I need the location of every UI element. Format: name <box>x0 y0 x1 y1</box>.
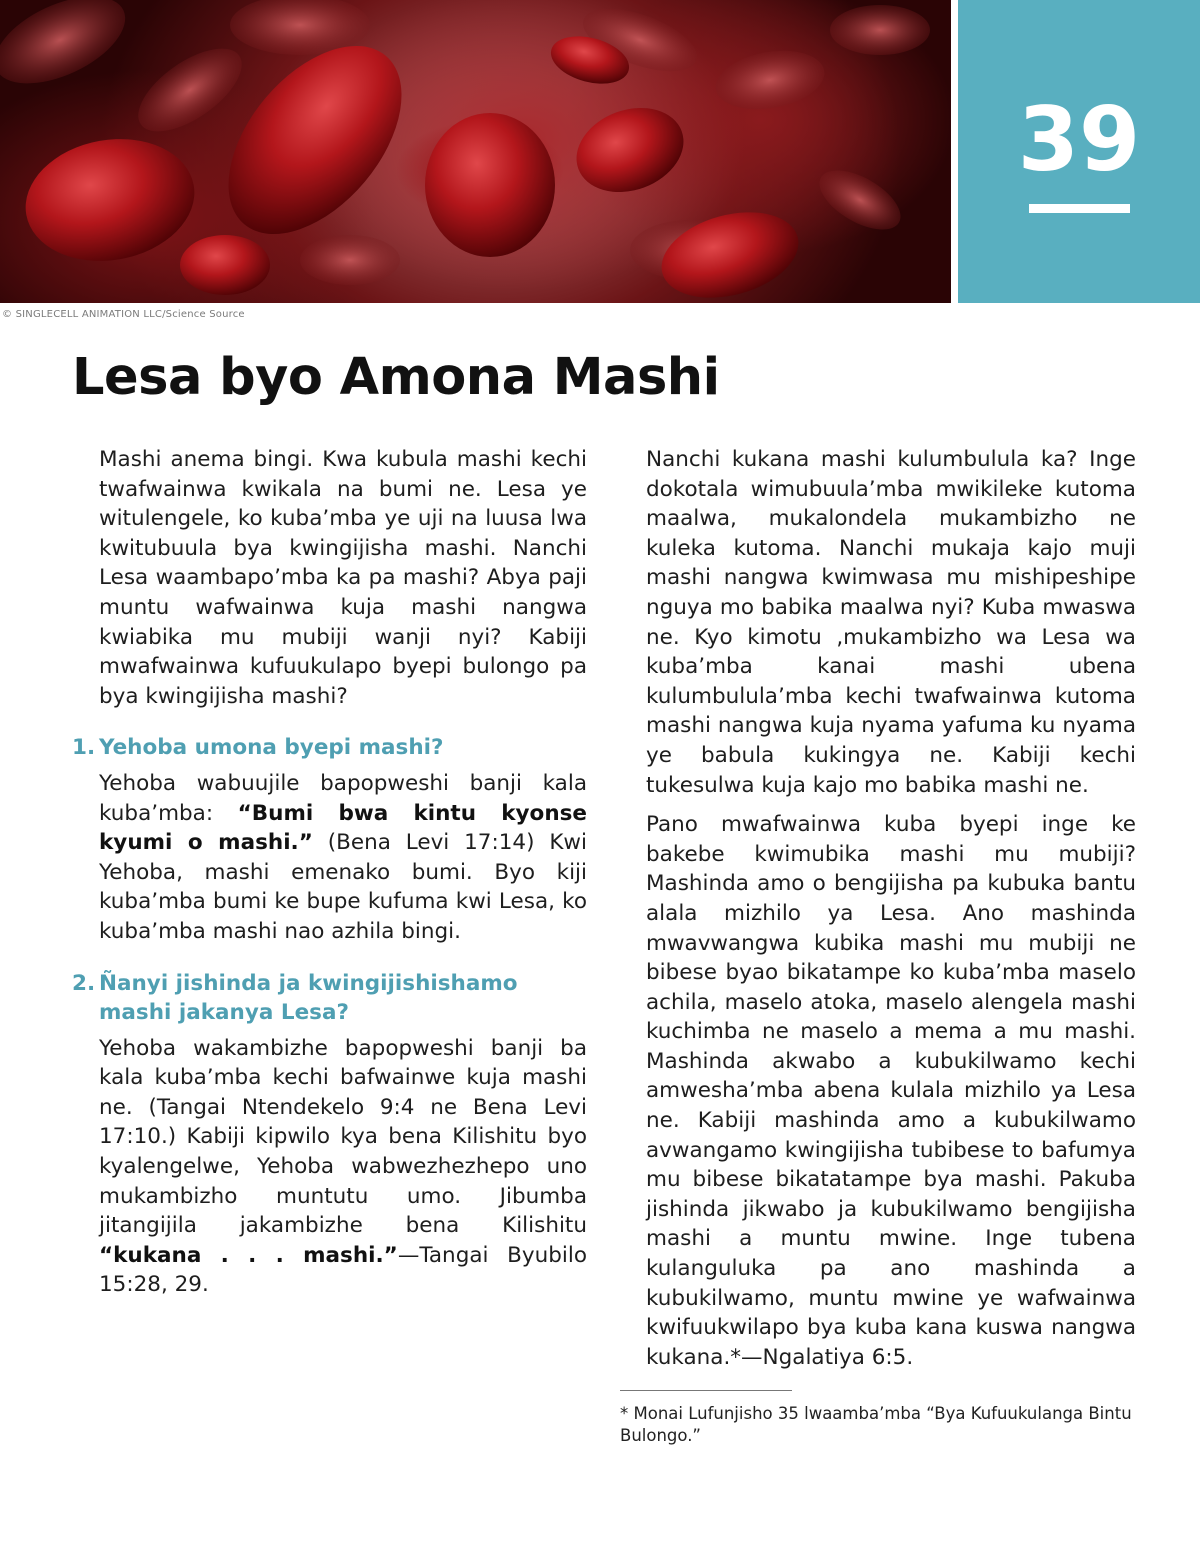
answer-2-text-b: —Tangai Byubilo 15:28, 29. <box>99 1242 587 1298</box>
question-1-text: Yehoba umona byepi mashi? <box>99 735 444 761</box>
intro-paragraph: Mashi anema bingi. Kwa kubula mashi kechi twafwainwa kwikala na bumi ne. Lesa ye witulengele, ko kuba’mba ye uji na luusa lwa kwitubuula bya kwingijisha mashi. Nanchi Lesa waambapo’mba ka pa mashi? Abya paji muntu wafwainwa kuja mashi nangwa kwiabika mu mubiji wanji nyi? Kabiji mwafwainwa kufuukulapo byepi bulongo pa bya kwingijisha mashi? <box>99 447 587 709</box>
lesson-number-underline <box>1029 204 1130 213</box>
right-paragraph-2: Pano mwafwainwa kuba byepi inge ke bakebe kwimubika mashi mu mubiji? Mashinda amo o bengijisha pa kubuka bantu alala mizhilo ya Lesa. Ano mashinda mwavwangwa kubika mashi mu mubiji ne bibese byao bikatampe ko kuba’mba maselo achila, maselo atoka, maselo alengela mashi kuchimba ne maselo a mema a mu mashi. Mashinda akwabo a kubukilwamo kechi amwesha’mba abena kulala mizhilo ya Lesa ne. Kabiji mashinda amo a kubukilwamo avwangamo kwingijisha tubibese to bafumya mu bibese bikatatampe bya mashi. Pakuba jishinda jikwabo ja kubukilwamo bengijisha mashi a muntu mwine. Inge tubena kulanguluka pa ano mashinda a kubukilwamo, muntu mwine ye wafwainwa kwifuukwilapo bya kuba kana kuswa nangwa kukana.*—Ngalatiya 6:5. <box>646 812 1136 1370</box>
question-2-text: Ñanyi jishinda ja kwingijishishamo mashi jakanya Lesa? <box>99 970 518 1026</box>
question-1 <box>72 733 587 763</box>
lesson-number: 39 <box>1017 88 1141 191</box>
page-title: Lesa byo Amona Mashi <box>72 348 720 407</box>
answer-2-quote: “kukana . . . mashi.” <box>99 1242 398 1268</box>
lesson-number-box <box>958 0 1200 303</box>
header-image <box>0 0 951 303</box>
footnote: * Monai Lufunjisho 35 lwaamba’mba “Bya Kufuukulanga Bintu Bulongo.” <box>620 1404 1132 1446</box>
photo-credit: © SINGLECELL ANIMATION LLC/Science Source <box>2 309 245 320</box>
answer-1-text-a: Yehoba wabuujile bapopweshi banji kala kuba’mba: <box>99 770 587 826</box>
question-2-number: 2. <box>72 970 96 996</box>
answer-1-text-b: (Bena Levi 17:14) Kwi Yehoba, mashi emenako bumi. Byo kiji kuba’mba bumi ke bupe kufuma kwi Lesa, ko kuba’mba mashi nao azhila bingi. <box>99 830 587 944</box>
blood-cells-illustration <box>0 0 951 303</box>
answer-2-text-a: Yehoba wakambizhe bapopweshi banji ba kala kuba’mba kechi bafwainwe kuja mashi ne. (Tangai Ntendekelo 9:4 ne Bena Levi 17:10.) Kabiji kipwilo kya bena Kilishitu byo kyalengelwe, Yehoba wabwezhezhepo uno mukambizho muntutu umo. Jibumba jitangijila jakambizhe bena Kilishitu <box>99 1035 587 1239</box>
answer-1-quote: “Bumi bwa kintu kyonse kyumi o mashi.” <box>99 800 587 856</box>
answer-1-paragraph <box>72 769 587 947</box>
right-paragraph-1: Nanchi kukana mashi kulumbulula ka? Inge dokotala wimubuula’mba mwikileke kutoma maalwa, mukalondela mukambizho ne kuleka kutoma. Nanchi mukaja kajo muji mashi nangwa kwimwasa mu mishipeshipe nguya mo babika maalwa nyi? Kuba mwaswa ne. Kyo kimotu ,mukambizho wa Lesa wa kuba’mba kanai mashi ubena kulumbulula’mba kechi twafwainwa kutoma mashi nangwa kuja nyama yafuma ku nyama ye babula kukingya ne. Kabiji kechi tukesulwa kuja kajo mo babika mashi ne. <box>646 447 1136 798</box>
left-column <box>72 445 587 1310</box>
question-1-number: 1. <box>72 735 96 761</box>
answer-2-paragraph <box>72 1034 587 1300</box>
footnote-divider <box>620 1390 792 1391</box>
question-2 <box>72 969 587 1028</box>
right-column <box>620 445 1136 1447</box>
